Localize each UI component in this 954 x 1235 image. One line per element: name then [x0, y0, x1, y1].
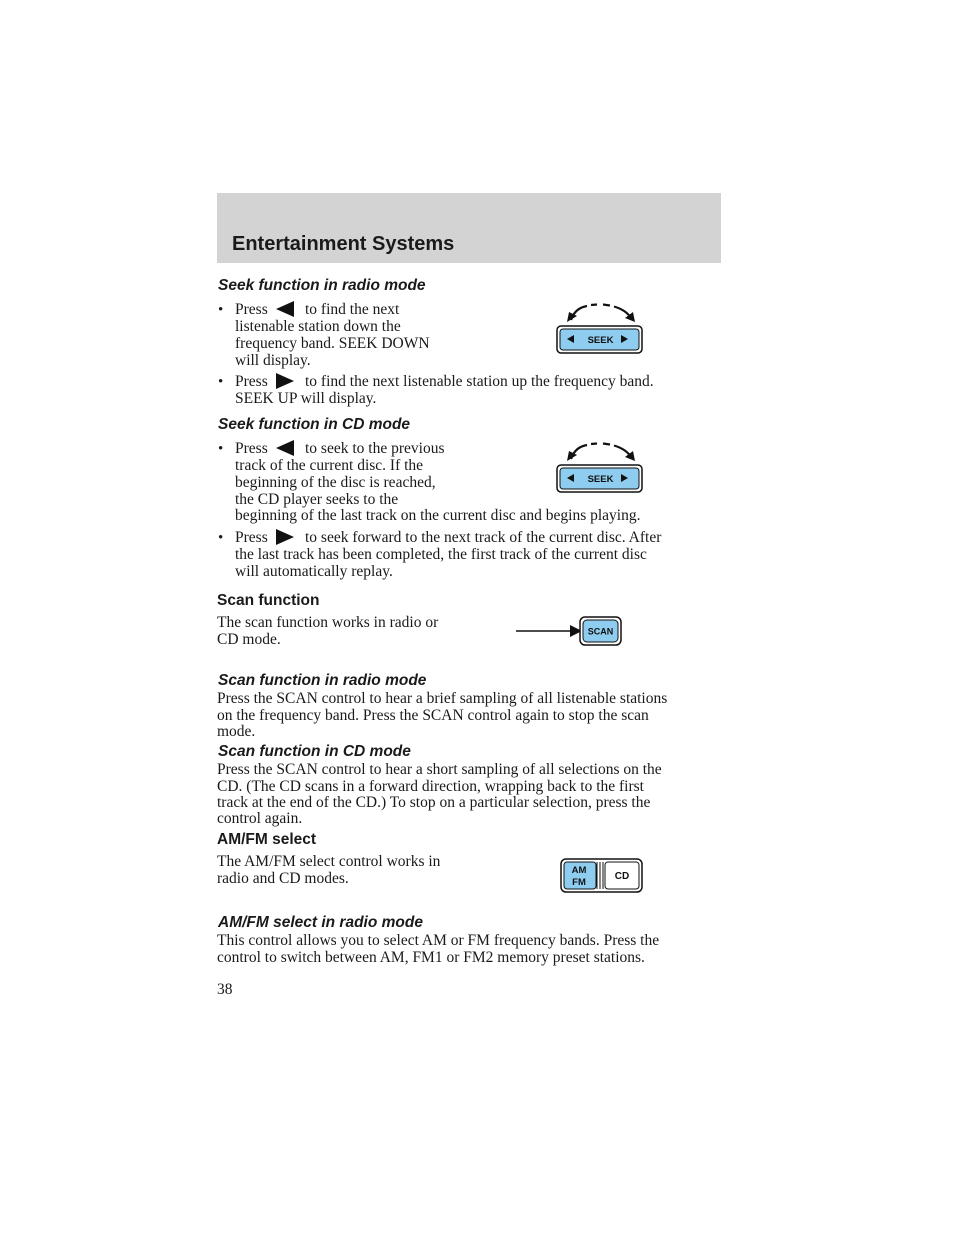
body-text: will automatically replay.: [235, 563, 393, 580]
scan-button-illustration: [514, 614, 624, 648]
press-text: Press: [235, 373, 268, 390]
section-heading-scan-radio: Scan function in radio mode: [218, 672, 427, 689]
body-text: beginning of the last track on the current disc and begins playing.: [235, 507, 641, 524]
section-heading-scan: Scan function: [217, 592, 320, 609]
body-text: to find the next: [305, 301, 400, 318]
seek-left-triangle-icon: [276, 301, 294, 317]
body-text: SEEK UP will display.: [235, 390, 377, 407]
page-title: Entertainment Systems: [232, 233, 455, 255]
scan-button-label: SCAN: [587, 626, 614, 637]
body-text: The AM/FM select control works in: [217, 853, 441, 870]
section-heading-amfm: AM/FM select: [217, 831, 317, 848]
am-label: AM: [571, 865, 587, 876]
seek-left-triangle-icon: [276, 440, 294, 456]
body-text: control to switch between AM, FM1 or FM2 memory preset stations.: [217, 949, 645, 966]
body-text: track at the end of the CD.) To stop on a particular selection, press the: [217, 794, 651, 811]
body-text: listenable station down the: [235, 318, 401, 335]
body-text: track of the current disc. If the: [235, 457, 424, 474]
section-heading-seek-radio: Seek function in radio mode: [218, 277, 426, 294]
seek-button-label: SEEK: [587, 474, 614, 485]
body-text: The scan function works in radio or: [217, 614, 439, 631]
seek-button-label: SEEK: [587, 335, 614, 346]
press-text: Press: [235, 529, 268, 546]
body-text: on the frequency band. Press the SCAN control again to stop the scan: [217, 707, 649, 724]
body-text: to seek forward to the next track of the current disc. After: [305, 529, 662, 546]
seek-button-illustration: [555, 439, 645, 495]
seek-right-triangle-icon: [276, 373, 294, 389]
body-text: will display.: [235, 352, 311, 369]
body-text: to find the next listenable station up the frequency band.: [305, 373, 654, 390]
amfm-cd-button-illustration: [559, 857, 645, 894]
seek-right-triangle-icon: [276, 529, 294, 545]
fm-label: FM: [572, 877, 586, 888]
section-heading-amfm-radio: AM/FM select in radio mode: [218, 914, 423, 931]
body-text: to seek to the previous: [305, 440, 445, 457]
body-text: radio and CD modes.: [217, 870, 349, 887]
body-text: This control allows you to select AM or FM frequency bands. Press the: [217, 932, 660, 949]
press-text: Press: [235, 440, 268, 457]
bullet: •: [218, 441, 224, 457]
body-text: Press the SCAN control to hear a brief sampling of all listenable stations: [217, 690, 668, 707]
section-heading-seek-cd: Seek function in CD mode: [218, 416, 411, 433]
bullet: •: [218, 530, 224, 546]
body-text: beginning of the disc is reached,: [235, 474, 436, 491]
page-number: 38: [217, 981, 233, 998]
body-text: the CD player seeks to the: [235, 491, 399, 508]
body-text: frequency band. SEEK DOWN: [235, 335, 430, 352]
body-text: CD. (The CD scans in a forward direction, wrapping back to the first: [217, 778, 644, 795]
body-text: CD mode.: [217, 631, 281, 648]
press-text: Press: [235, 301, 268, 318]
body-text: the last track has been completed, the first track of the current disc: [235, 546, 647, 563]
bullet: •: [218, 374, 224, 390]
cd-label: CD: [614, 871, 630, 882]
seek-button-illustration: [555, 300, 645, 356]
body-text: mode.: [217, 723, 256, 740]
bullet: •: [218, 302, 224, 318]
body-text: control again.: [217, 810, 303, 827]
body-text: Press the SCAN control to hear a short sampling of all selections on the: [217, 761, 662, 778]
section-heading-scan-cd: Scan function in CD mode: [218, 743, 411, 760]
